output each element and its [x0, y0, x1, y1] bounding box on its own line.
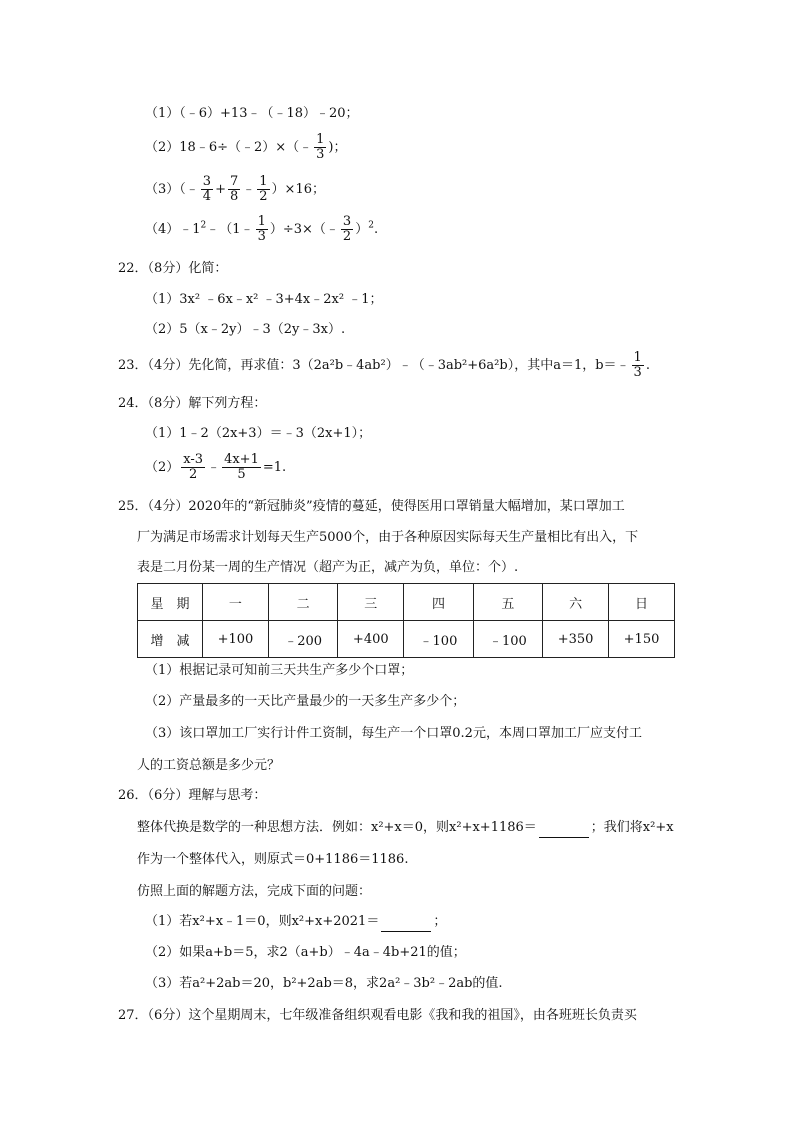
answer-blank[interactable]	[381, 917, 431, 932]
q26-text-1a: 整体代换是数学的一种思想方法．例如：x²+x＝0，则x²+x+1186＝	[137, 820, 537, 835]
q27-line-1: 27．（6分）这个星期周末，七年级准备组织观看电影《我和我的祖国》，由各班班长负责买	[118, 1008, 637, 1023]
fraction-numerator: 4x+1	[224, 452, 259, 467]
fraction-numerator: 3	[202, 174, 212, 189]
q25-sub-2: （2）产量最多的一天比产量最少的一天多生产多少个；	[145, 694, 466, 709]
fraction-denominator: 3	[633, 365, 642, 380]
fraction-numerator: x-3	[183, 452, 204, 467]
q21-part-2-suffix: )；	[328, 140, 347, 155]
fraction-denominator: 4	[202, 189, 212, 204]
fraction-denominator: 2	[259, 189, 268, 204]
q21-part-1: （1）（﹣6）+13﹣（﹣18）﹣20；	[145, 106, 359, 121]
table-cell: 增 减	[138, 621, 203, 658]
q26-sub-1a: （1）若x²+x﹣1＝0，则x²+x+2021＝	[145, 914, 380, 929]
q24-heading: 24．（8分）解下列方程：	[118, 396, 267, 411]
q23-heading	[118, 348, 650, 384]
table-cell: 一	[203, 584, 269, 621]
fraction-numerator: 1	[259, 174, 268, 189]
q23-text: 23．（4分）先化简，再求值：3（2a²b﹣4ab²）﹣（﹣3ab²+6a²b），其中a＝1，b＝﹣	[118, 358, 630, 373]
q21-part-3-suffix: ）×16；	[271, 182, 325, 197]
q21-part-4-mid: ）	[355, 222, 369, 237]
q24-part-2-suffix: =1.	[262, 460, 287, 475]
table-cell: +400	[338, 621, 404, 658]
fraction	[341, 215, 353, 244]
operator: +	[215, 182, 226, 197]
q26-text-1b: ；我们将x²+x	[590, 820, 674, 835]
q26-sub-3: （3）若a²+2ab＝20，b²+2ab＝8，求2a²﹣3b²﹣2ab的值.	[145, 976, 503, 991]
q22-heading: 22．（8分）化简：	[118, 261, 228, 276]
q23-end: .	[645, 358, 650, 373]
table-cell: ﹣100	[404, 621, 473, 658]
fraction-denominator: 3	[316, 147, 325, 162]
q26-text-3: 仿照上面的解题方法，完成下面的问题：	[137, 884, 372, 899]
fraction-denominator: 8	[229, 189, 239, 204]
fraction-numerator: 1	[316, 132, 325, 147]
fraction-denominator: 2	[189, 467, 198, 482]
q25-line-3: 表是二月份某一周的生产情况（超产为正，减产为负，单位：个）.	[137, 560, 519, 575]
q21-part-4-mid: ﹣（1﹣	[206, 222, 254, 237]
q26-text-2: 作为一个整体代入，则原式＝0+1186＝1186.	[137, 852, 409, 867]
production-table	[137, 583, 675, 658]
table-row	[138, 621, 675, 658]
fraction	[201, 175, 213, 204]
q21-part-3-prefix: （3）（﹣	[145, 182, 199, 197]
table-cell: +100	[203, 621, 269, 658]
q26-sub-1b: ；	[433, 914, 447, 929]
fraction	[632, 351, 644, 380]
q25-sub-1: （1）根据记录可知前三天共生产多少个口罩；	[145, 663, 414, 678]
fraction-denominator: 3	[257, 229, 266, 244]
fraction-denominator: 5	[237, 467, 246, 482]
q26-sub-1	[145, 912, 446, 932]
q24-part-1: （1）1﹣2（2x+3）＝﹣3（2x+1）；	[145, 426, 372, 441]
fraction-numerator: 1	[257, 214, 266, 229]
table-cell: +350	[543, 621, 609, 658]
operator: ﹣	[207, 460, 221, 475]
q25-line-2: 厂为满足市场需求计划每天生产5000个，由于各种原因实际每天生产量相比有出入，下	[137, 530, 639, 545]
fraction	[228, 175, 240, 204]
exponent: 2	[368, 220, 374, 231]
fraction	[257, 175, 269, 204]
table-row	[138, 584, 675, 621]
answer-blank[interactable]	[539, 823, 589, 838]
fraction	[181, 453, 205, 482]
q21-part-4-mid: ）÷3×（﹣	[269, 222, 339, 237]
q21-part-3	[145, 172, 325, 208]
table-cell: ﹣200	[268, 621, 337, 658]
fraction-numerator: 1	[633, 350, 642, 365]
fraction-numerator: 3	[342, 214, 352, 229]
q21-part-2-prefix: （2）18﹣6÷（﹣2）×（﹣	[145, 140, 313, 155]
q25-sub-3a: （3）该口罩加工厂实行计件工资制，每生产一个口罩0.2元，本周口罩加工厂应支付工	[145, 726, 642, 741]
table-cell: 星 期	[138, 584, 203, 621]
table-cell: 四	[404, 584, 473, 621]
q22-part-2: （2）5（x﹣2y）﹣3（2y﹣3x）.	[145, 322, 346, 337]
fraction	[222, 453, 261, 482]
table-cell: 日	[609, 584, 675, 621]
table-cell: 二	[268, 584, 337, 621]
table-cell: +150	[609, 621, 675, 658]
q25-line-1: 25．（4分）2020年的“新冠肺炎”疫情的蔓延，使得医用口罩销量大幅增加，某口罩加工	[118, 499, 625, 514]
q21-part-4	[145, 212, 378, 248]
operator: ﹣	[242, 182, 256, 197]
fraction-denominator: 2	[342, 229, 352, 244]
q21-part-2	[145, 130, 347, 166]
exponent: 2	[200, 220, 207, 231]
table-cell: 五	[473, 584, 542, 621]
q25-sub-3b: 人的工资总额是多少元？	[137, 758, 281, 773]
fraction-numerator: 7	[229, 174, 239, 189]
table-cell: ﹣100	[473, 621, 542, 658]
q22-part-1: （1）3x² ﹣6x﹣x² ﹣3+4x﹣2x² ﹣1；	[145, 292, 383, 307]
q21-part-4-end: .	[373, 222, 379, 237]
table-cell: 三	[338, 584, 404, 621]
q26-sub-2: （2）如果a+b＝5，求2（a+b）﹣4a﹣4b+21的值；	[145, 945, 466, 960]
q26-text-1	[137, 818, 674, 838]
table-cell: 六	[543, 584, 609, 621]
q24-part-2	[145, 450, 286, 486]
q26-heading: 26．（6分）理解与思考：	[118, 788, 267, 803]
fraction	[256, 215, 268, 244]
fraction	[314, 133, 326, 162]
q21-part-4-prefix: （4）﹣1	[145, 222, 201, 237]
q24-part-2-prefix: （2）	[145, 460, 180, 475]
